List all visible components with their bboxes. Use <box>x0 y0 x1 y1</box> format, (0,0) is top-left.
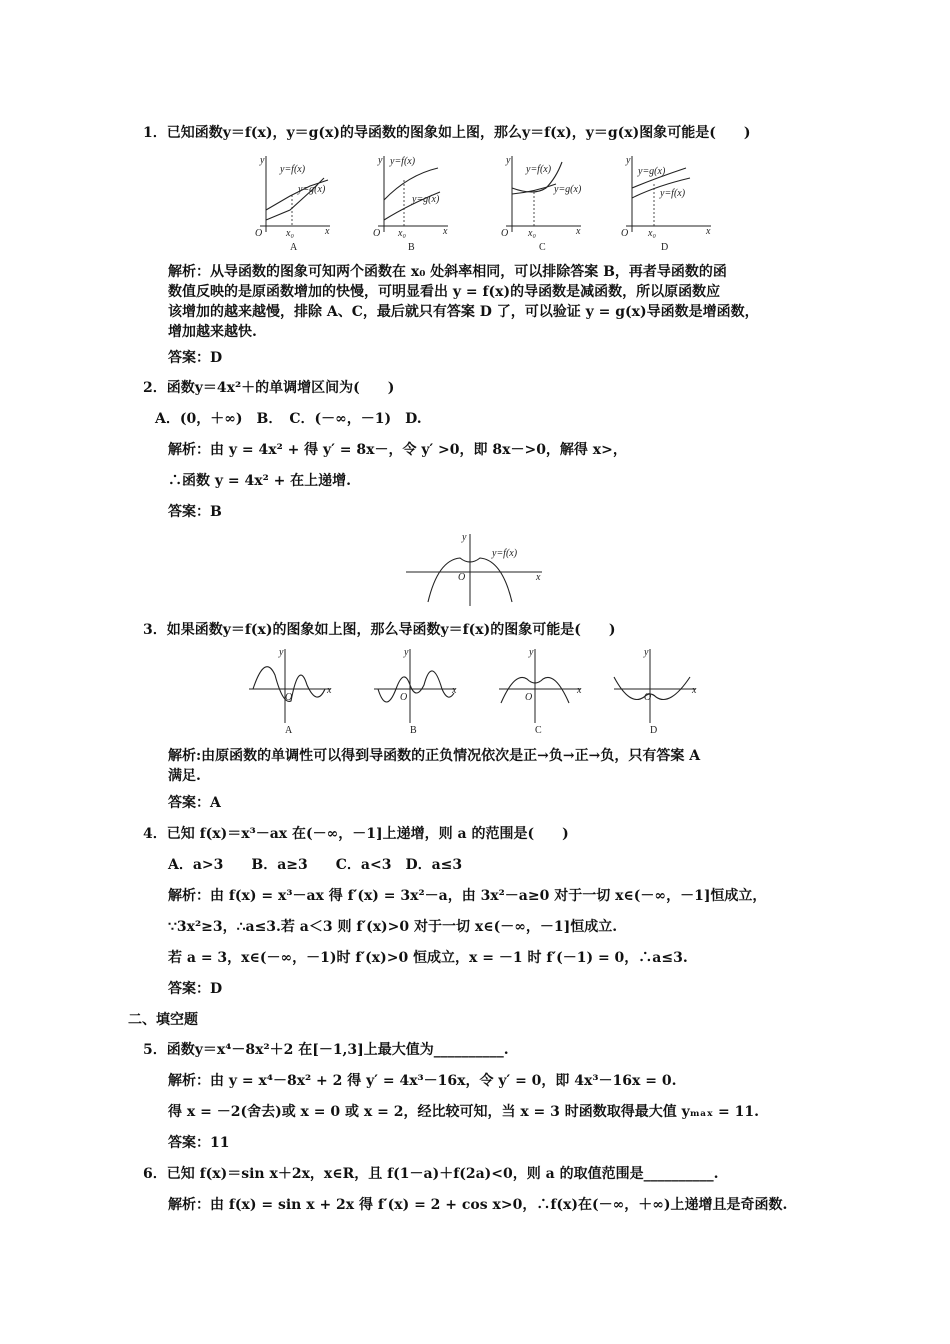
q1-panel-b <box>373 155 448 253</box>
q3-c-x: x <box>577 685 582 696</box>
q1-analysis-3: 该增加的越来越慢，排除 A、C，最后就只有答案 D 了，可以验证 y = g(x)导函数是增函数， <box>168 304 759 320</box>
q1-c-x: x <box>576 226 581 237</box>
q1-panel-c <box>501 155 582 253</box>
q1-c-x0: x₀ <box>528 228 536 239</box>
q1-b-label: B <box>408 242 415 253</box>
q3-analysis-1: 解析:由原函数的单调性可以得到导函数的正负情况依次是正→负→正→负，只有答案 A <box>168 748 701 764</box>
q2-analysis-1: 解析：由 y = 4x² + 得 y′ = 8x－，令 y′ >0，即 8x－>0，解得 x>， <box>168 442 627 458</box>
q1-a-label: A <box>290 242 298 253</box>
q2-options: A．(0，＋∞) B． C．(－∞，－1) D. <box>155 411 422 427</box>
q1-d-g: y=g(x) <box>638 166 666 177</box>
q1-b-x: x <box>443 226 448 237</box>
q4-analysis-1: 解析：由 f(x) = x³－ax 得 f′(x) = 3x²－a，由 3x²－a≥0 对于一切 x∈(－∞，－1]恒成立， <box>168 888 767 904</box>
q1-a-o: O <box>255 228 263 239</box>
q1-stem: 1．已知函数y＝f(x)，y＝g(x)的导函数的图象如上图，那么y＝f(x)，y＝g(x)图象可能是( ) <box>143 125 751 141</box>
q1-d-x: x <box>706 226 711 237</box>
q1-d-f: y=f(x) <box>660 188 686 199</box>
section-heading: 二、填空题 <box>128 1012 198 1028</box>
q3-figure <box>245 645 705 740</box>
q1-d-y: y <box>626 155 631 166</box>
q1-d-o: O <box>621 228 629 239</box>
q1-b-x0: x₀ <box>398 228 406 239</box>
q4-analysis-2: ∵3x²≥3，∴a≤3.若 a＜3 则 f′(x)>0 对于一切 x∈(－∞，－1]恒成立. <box>168 919 618 935</box>
q1-analysis-2: 数值反映的是原函数增加的快慢，可明显看出 y = f(x)的导函数是减函数，所以原函数应 <box>168 284 721 300</box>
q1-a-x0: x₀ <box>286 228 294 239</box>
q4-answer: 答案：D <box>168 981 223 997</box>
q3-a-label: A <box>285 725 293 736</box>
q3-main-figure <box>400 530 550 610</box>
q1-analysis-4: 增加越来越快. <box>168 324 257 340</box>
q3-panel-a <box>249 647 332 736</box>
q3-c-label: C <box>535 725 542 736</box>
q3-main-o: O <box>458 572 466 583</box>
q3-main-curve: y=f(x) <box>492 548 518 559</box>
q1-panel-d <box>621 155 711 253</box>
q5-stem: 5．函数y＝x⁴－8x²＋2 在[－1,3]上最大值为__________. <box>143 1042 509 1058</box>
q3-stem: 3．如果函数y＝f(x)的图象如上图，那么导函数y＝f(x)的图象可能是( ) <box>143 622 616 638</box>
q3-answer: 答案：A <box>168 795 221 811</box>
q3-a-x: x <box>327 685 332 696</box>
q3-d-o: O <box>644 692 652 703</box>
q1-figure <box>250 150 720 255</box>
q4-stem: 4．已知 f(x)＝x³－ax 在(－∞，－1]上递增，则 a 的范围是( ) <box>143 826 569 842</box>
q1-b-o: O <box>373 228 381 239</box>
q1-a-g: y=g(x) <box>298 184 326 195</box>
q3-a-o: O <box>285 692 293 703</box>
q1-c-o: O <box>501 228 509 239</box>
q3-d-label: D <box>650 725 658 736</box>
q3-d-y: y <box>644 647 649 658</box>
q2-analysis-2: ∴函数 y = 4x² + 在上递增. <box>168 473 352 489</box>
q1-a-x: x <box>325 226 330 237</box>
q1-answer: 答案：D <box>168 350 223 366</box>
q3-panel-b <box>374 647 457 736</box>
q5-analysis-1: 解析：由 y = x⁴－8x² + 2 得 y′ = 4x³－16x，令 y′ = 0，即 4x³－16x = 0. <box>168 1073 677 1089</box>
q1-a-f: y=f(x) <box>280 164 306 175</box>
q1-d-label: D <box>661 242 669 253</box>
q3-analysis-2: 满足. <box>168 768 201 784</box>
q3-b-y: y <box>404 647 409 658</box>
q1-a-y: y <box>260 155 265 166</box>
q1-c-y: y <box>506 155 511 166</box>
q1-analysis-1: 解析：从导函数的图象可知两个函数在 x₀ 处斜率相同，可以排除答案 B，再者导函数的函 <box>168 264 727 280</box>
q1-d-x0: x₀ <box>648 228 656 239</box>
q1-b-g: y=g(x) <box>412 194 440 205</box>
q2-stem: 2．函数y＝4x²＋的单调增区间为( ) <box>143 380 395 396</box>
q1-c-g: y=g(x) <box>554 184 582 195</box>
q3-a-y: y <box>279 647 284 658</box>
q3-d-x: x <box>692 685 697 696</box>
q3-b-label: B <box>410 725 417 736</box>
q3-b-x: x <box>452 685 457 696</box>
q5-answer: 答案：11 <box>168 1135 230 1151</box>
q5-analysis-2: 得 x = －2(舍去)或 x = 0 或 x = 2，经比较可知，当 x = 3 时函数取得最大值 yₘₐₓ = 11. <box>168 1104 759 1120</box>
q6-analysis-1: 解析：由 f(x) = sin x + 2x 得 f′(x) = 2 + cos x>0，∴f(x)在(－∞，＋∞)上递增且是奇函数. <box>168 1197 788 1213</box>
q4-analysis-3: 若 a = 3，x∈(－∞，－1)时 f′(x)>0 恒成立，x = －1 时 f′(－1) = 0，∴a≤3. <box>168 950 688 966</box>
q6-stem: 6．已知 f(x)＝sin x＋2x，x∈R，且 f(1－a)＋f(2a)<0，则 a 的取值范围是__________. <box>143 1166 719 1182</box>
q3-c-y: y <box>529 647 534 658</box>
q1-panel-a <box>255 155 330 253</box>
q1-c-f: y=f(x) <box>526 164 552 175</box>
q2-answer: 答案：B <box>168 504 222 520</box>
q3-panel-c <box>499 647 582 736</box>
q3-c-o: O <box>525 692 533 703</box>
q3-main-y: y <box>462 532 467 543</box>
q1-c-label: C <box>539 242 546 253</box>
q3-panel-d <box>614 647 697 736</box>
q3-b-o: O <box>400 692 408 703</box>
q3-main-x: x <box>536 572 541 583</box>
q1-b-f: y=f(x) <box>390 156 416 167</box>
q4-options: A．a>3 B．a≥3 C．a<3 D．a≤3 <box>168 857 463 873</box>
q1-b-y: y <box>378 155 383 166</box>
